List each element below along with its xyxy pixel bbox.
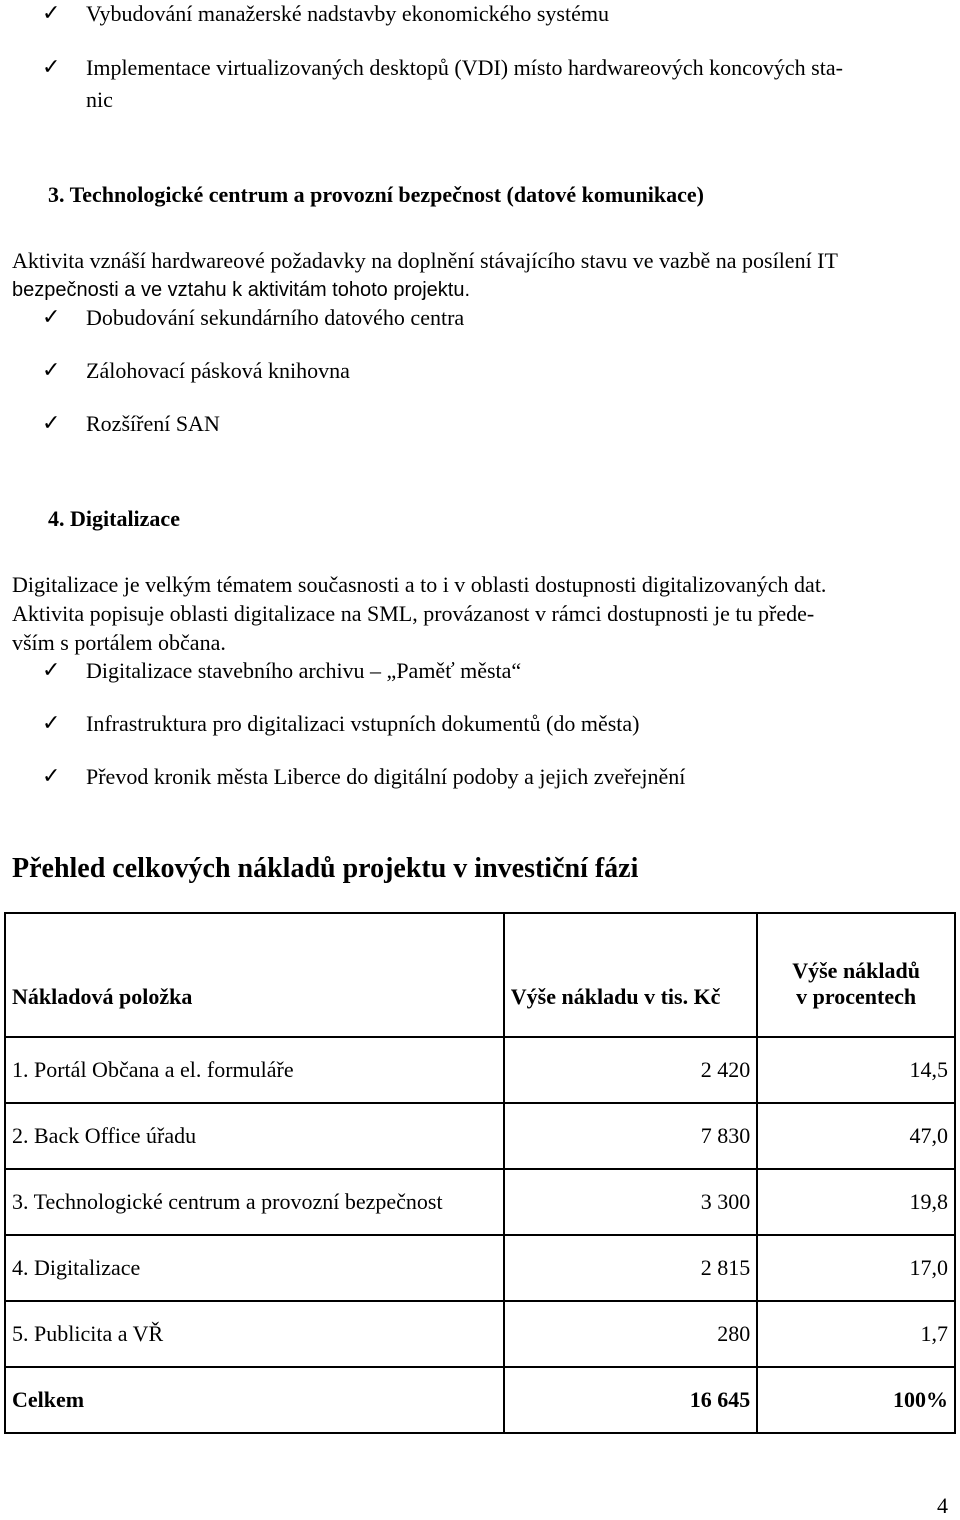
check-icon: ✓ [42,711,61,736]
header-item: Nákladová položka [5,913,504,1037]
table-row [5,1235,955,1301]
table-header-row [5,913,955,1037]
paragraph-line: vším s portálem občana. [12,630,226,655]
total-item: Celkem [5,1367,504,1433]
bullet-text: Dobudování sekundárního datového centra [86,305,465,330]
row-item: 1. Portál Občana a el. formuláře [5,1037,504,1103]
bullet-text: Převod kronik města Liberce do digitální podoby a jejich zveřejnění [86,764,686,789]
check-icon: ✓ [42,764,61,789]
bullet-text: Implementace virtualizovaných desktopů (VDI) místo hardwareových koncových sta- [86,55,843,80]
row-percent: 47,0 [757,1103,955,1169]
check-icon: ✓ [42,658,61,683]
row-item: 2. Back Office úřadu [5,1103,504,1169]
table-row [5,1169,955,1235]
bullet-text: Vybudování manažerské nadstavby ekonomického systému [86,1,609,26]
row-amount: 3 300 [504,1169,757,1235]
bullet-text: Infrastruktura pro digitalizaci vstupních dokumentů (do města) [86,711,640,736]
section-heading: 4. Digitalizace [48,506,180,531]
row-amount: 7 830 [504,1103,757,1169]
bullet-text-continuation: nic [86,87,113,112]
table-row [5,1301,955,1367]
header-percent-line1: Výše nákladů [792,958,921,983]
page-number: 4 [937,1493,948,1518]
row-amount: 280 [504,1301,757,1367]
paragraph-line: Digitalizace je velkým tématem současnosti a to i v oblasti dostupnosti digitalizovaných dat. [12,572,827,597]
row-percent: 1,7 [757,1301,955,1367]
row-item: 4. Digitalizace [5,1235,504,1301]
row-item: 3. Technologické centrum a provozní bezpečnost [5,1169,504,1235]
row-percent: 19,8 [757,1169,955,1235]
header-percent-line2: v procentech [796,984,917,1009]
section-heading: 3. Technologické centrum a provozní bezpečnost (datové komunikace) [48,182,704,207]
overview-title: Přehled celkových nákladů projektu v investiční fázi [12,853,639,884]
check-icon: ✓ [42,411,61,436]
bullet-text: Rozšíření SAN [86,411,220,436]
check-icon: ✓ [42,305,61,330]
row-percent: 17,0 [757,1235,955,1301]
cost-table [4,912,956,1434]
row-percent: 14,5 [757,1037,955,1103]
bullet-text: Digitalizace stavebního archivu – „Paměť města“ [86,658,522,683]
row-amount: 2 815 [504,1235,757,1301]
total-percent: 100% [757,1367,955,1433]
total-amount: 16 645 [504,1367,757,1433]
row-amount: 2 420 [504,1037,757,1103]
header-percent [757,913,955,1037]
paragraph-line: Aktivita popisuje oblasti digitalizace na SML, provázanost v rámci dostupnosti je tu přede- [12,601,815,626]
table-total-row [5,1367,955,1433]
row-item: 5. Publicita a VŘ [5,1301,504,1367]
check-icon: ✓ [42,1,61,26]
table-row [5,1103,955,1169]
header-amount: Výše nákladu v tis. Kč [504,913,757,1037]
bullet-text: Zálohovací pásková knihovna [86,358,350,383]
check-icon: ✓ [42,358,61,383]
table-row [5,1037,955,1103]
check-icon: ✓ [42,55,61,80]
paragraph-line: bezpečnosti a ve vztahu k aktivitám tohoto projektu. [12,279,471,301]
paragraph-line: Aktivita vznáší hardwareové požadavky na doplnění stávajícího stavu ve vazbě na posílení IT [12,248,838,273]
